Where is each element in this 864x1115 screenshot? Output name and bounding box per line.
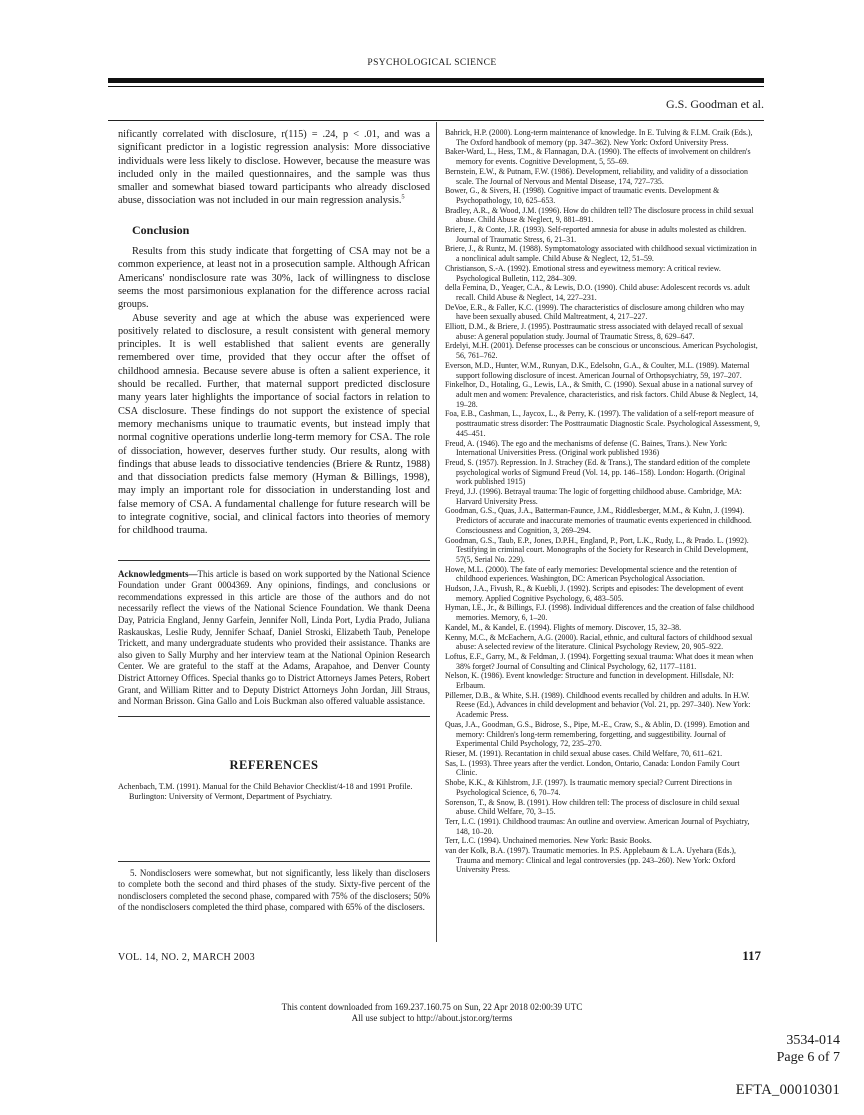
header-rule-thick <box>108 78 764 83</box>
intro-paragraph <box>118 128 430 208</box>
body-top-rule <box>108 120 764 121</box>
column-divider <box>436 122 437 942</box>
footnote-rule <box>118 861 430 862</box>
reference-entry: Terr, L.C. (1991). Childhood traumas: An outline and overview. American Journal of Psychiatry, 148, 10–20. <box>445 816 750 836</box>
reference-entry: Bahrick, H.P. (2000). Long-term maintenance of knowledge. In E. Tulving & F.I.M. Craik (Eds.), The Oxford handbook of memory (pp. 347–362). New York: Oxford University Press. <box>445 128 753 147</box>
reference-entry: Goodman, G.S., Taub, E.P., Jones, D.P.H., England, P., Port, L.K., Rudy, L., & Prado. L. (1992). Testifying in criminal court. Monographs of the Society for Research in Child Development, 57(5, Serial No. 229). <box>445 535 749 564</box>
reference-entry: Hudson, J.A., Fivush, R., & Kuebli, J. (1992). Scripts and episodes: The development of event memory. Applied Cognitive Psychology, 6, 483–505. <box>445 584 744 603</box>
reference-entry: Sorenson, T., & Snow, B. (1991). How children tell: The process of disclosure in child sexual abuse. Child Welfare, 70, 3–15. <box>445 797 740 817</box>
journal-header: PSYCHOLOGICAL SCIENCE <box>367 58 497 68</box>
reference-entry: Freyd, J.J. (1996). Betrayal trauma: The logic of forgetting childhood abuse. Cambridge, MA: Harvard University Press. <box>445 487 742 506</box>
reference-entry: van der Kolk, B.A. (1997). Traumatic memories. In P.S. Applebaum & L.A. Uyehara (Eds.), Trauma and memory: Clinical and legal controversies (pp. 243–260). New York: Oxford University Press. <box>445 846 737 875</box>
reference-entry: Bower, G., & Sivers, H. (1998). Cognitive impact of traumatic events. Development & Psychopathology, 10, 625–653. <box>445 186 720 205</box>
references-heading: REFERENCES <box>229 757 319 772</box>
running-author: G.S. Goodman et al. <box>666 97 764 111</box>
document-stamp <box>777 1032 840 1066</box>
reference-entry: della Femina, D., Yeager, C.A., & Lewis, D.O. (1990). Child abuse: Adolescent records vs. adult recall. Child Abuse & Neglect, 14, 227–231. <box>445 283 750 302</box>
reference-entry: Achenbach, T.M. (1991). Manual for the Child Behavior Checklist/4-18 and 1991 Profile. Burlington: University of Vermont, Department of Psychiatry. <box>118 782 413 802</box>
reference-entry: Hyman, I.E., Jr., & Billings, F.J. (1998). Individual differences and the creation of false childhood memories. Memory, 6, 1–20. <box>445 603 755 623</box>
acknowledgments-text: This article is based on work supported by the National Science Foundation under Grant 0004369. Any opinions, findings, and conclusions or recommendations expressed in this article are those of the authors and do not necessarily reflect the views of the National Science Foundation. We thank Deena Day, Patricia England, Jenny Garfein, Jennifer Noll, Linda Port, Lydia Prado, Juliana Raskauskas, Leslie Rudy, Jennifer Schaaf, Daniel Stroski, Elizabeth Taub, Penelope Trickett, and many undergraduate students who provided their assistance. Thanks are also given to Sally Murphy and her interview team at the National Opinion Research Center. We are grateful to the staff at the Adams, Arapahoe, and Denver County District Attorney Offices. Special thanks go to District Attorneys James Peters, Robert Grant, and William Ritter and to Deputy District Attorneys John Jordan, Jill Straus, and Norman Brisson. Gina Gallo and Lois Buckman also offered valuable assistance. <box>118 568 430 707</box>
jstor-download-line: This content downloaded from 169.237.160.75 on Sun, 22 Apr 2018 02:00:39 UTC <box>281 1002 583 1012</box>
issue-footer: VOL. 14, NO. 2, MARCH 2003 <box>118 952 255 963</box>
reference-entry: Terr, L.C. (1994). Unchained memories. New York: Basic Books. <box>445 836 652 846</box>
conclusion-heading: Conclusion <box>132 222 190 237</box>
reference-entry: Rieser, M. (1991). Recantation in child sexual abuse cases. Child Welfare, 70, 611–621. <box>445 749 723 758</box>
reference-entry: Briere, J., & Runtz, M. (1988). Symptomatology associated with childhood sexual victimization in a nonclinical adult sample. Child Abuse & Neglect, 12, 51–59. <box>445 244 757 264</box>
acknowledgments-heading: Acknowledgments— <box>118 568 198 579</box>
reference-entry: Howe, M.L. (2000). The fate of early memories: Developmental science and the retention of childhood experiences. Washington, DC: American Psychological Association. <box>445 564 737 584</box>
acknowledgments-box <box>118 560 430 717</box>
page-number: 117 <box>742 948 761 963</box>
intro-text: nificantly correlated with disclosure, r(115) = .24, p < .01, and was a significant predictor in a logistic regression analysis: More dissociative individuals were less likely to disclose. However, because the measure was included only in the mailed questionnaires, and the sample was thus smaller and somewhat biased toward participants who already disclosed abuse, dissociation was not included in our main regression analysis. <box>118 129 430 207</box>
footnote: 5. Nondisclosers were somewhat, but not significantly, less likely than disclosers to complete both the second and third phases of the study. Sixty-five percent of the nondisclosers completed the second phase, compared with 75% of the disclosers; 50% of the nondisclosers completed the third phase, compared with 65% of the disclosers. <box>118 868 430 913</box>
conclusion-paragraph-2: Abuse severity and age at which the abuse was experienced were positively related to disclosure, a result consistent with general memory principles. It is well established that salient events are generally remembered over time, provided that they occur after the offset of childhood amnesia. Because severe abuse is often a salient experience, it should be recalled. Further, that maternal support predicted disclosure many years later highlights the importance of social factors in relation to CSA disclosure. These findings do not support the existence of special memory mechanisms unique to traumatic events, but instead imply that normal cognitive operations underlie long-term memory for CSA. The role of dissociation, however, deserves further study. Our results, along with findings that abuse leads to dissociative tendencies (Briere & Runtz, 1988) and that dissociation predicts false memory (Hyman & Billings, 1998), may imply an important role for dissociation in understanding lost and false memory of CSA. A fundamental challenge for future research will be to integrate cognitive, social, and clinical factors into theories of memory for childhood trauma. <box>118 312 430 537</box>
footnote-marker: 5 <box>401 194 405 202</box>
header-rule-thin <box>108 86 764 87</box>
reference-entry: Bernstein, E.W., & Putnam, F.W. (1986). Development, reliability, and validity of a dissociation scale. The Journal of Nervous and Mental Disease, 174, 727–735. <box>445 166 748 186</box>
reference-entry: Briere, J., & Conte, J.R. (1993). Self-reported amnesia for abuse in adults molested as children. Journal of Traumatic Stress, 6, 21–31. <box>445 225 747 244</box>
left-column <box>118 128 430 811</box>
reference-entry: Nelson, K. (1986). Event knowledge: Structure and function in development. Hillsdale, NJ: Erlbaum. <box>445 671 734 691</box>
bates-number: EFTA_00010301 <box>735 1082 840 1098</box>
reference-entry: Goodman, G.S., Quas, J.A., Batterman-Faunce, J.M., Riddlesberger, M.M., & Kuhn, J. (1994). Predictors of accurate and inaccurate memories of traumatic events experienced in childhood. Consciousness and Cognition, 3, 269–294. <box>445 506 752 535</box>
reference-entry: Foa, E.B., Cashman, L., Jaycox, L., & Perry, K. (1997). The validation of a self-report measure of posttraumatic stress disorder: The Posttraumatic Diagnostic Scale. Psychological Assessment, 9, 445–451. <box>445 409 761 438</box>
reference-entry: Loftus, E.F., Garry, M., & Feldman, J. (1994). Forgetting sexual trauma: What does it mean when 38% forget? Journal of Consulting and Clinical Psychology, 62, 1177–1181. <box>445 651 754 671</box>
reference-entry: Baker-Ward, L., Hess, T.M., & Flannagan, D.A. (1990). The effects of involvement on children's memory for events. Cognitive Development, 5, 55–69. <box>445 147 751 167</box>
reference-entry: Everson, M.D., Hunter, W.M., Runyan, D.K., Edelsohn, G.A., & Coulter, M.L. (1989). Maternal support following disclosure of incest. American Journal of Orthopsychiatry, 59, 197–207. <box>445 360 750 380</box>
conclusion-paragraph-1: Results from this study indicate that forgetting of CSA may not be a common experience, at least not in a prosecution sample. Although African Americans' nondisclosure rate was 30%, lack of willingness to disclose seems the most parsimonious explanation for the difference across racial groups. <box>118 246 430 311</box>
reference-entry: Freud, A. (1946). The ego and the mechanisms of defense (C. Baines, Trans.). New York: International Universities Press. (Original work published 1936) <box>445 438 728 458</box>
document-number: 3534-014 <box>786 1033 840 1048</box>
reference-entry: Sas, L. (1993). Three years after the verdict. London, Ontario, Canada: London Family Court Clinic. <box>445 758 740 778</box>
reference-entry: Shobe, K.K., & Kihlstrom, J.F. (1997). Is traumatic memory special? Current Directions in Psychological Science, 6, 70–74. <box>445 778 732 797</box>
reference-entry: Erdelyi, M.H. (2001). Defense processes can be conscious or unconscious. American Psychologist, 56, 761–762. <box>445 341 758 361</box>
reference-entry: Kandel, M., & Kandel, E. (1994). Flights of memory. Discover, 15, 32–38. <box>445 622 682 632</box>
page-of-label: Page 6 of 7 <box>776 1050 840 1065</box>
reference-entry: Christianson, S.-A. (1992). Emotional stress and eyewitness memory: A critical review. Psychological Bulletin, 112, 284–309. <box>445 263 721 283</box>
jstor-terms-line: All use subject to http://about.jstor.org/terms <box>351 1013 513 1023</box>
reference-entry: Quas, J.A., Goodman, G.S., Bidrose, S., Pipe, M.-E., Craw, S., & Ablin, D. (1999). Emotion and memory: Children's long-term remembering, forgetting, and suggestibility. Journal of Experimental Child Psychology, 72, 235–270. <box>445 719 750 749</box>
reference-entry: DeVoe, E.R., & Faller, K.C. (1999). The characteristics of disclosure among children who may have been sexually abused. Child Maltreatment, 4, 217–227. <box>445 302 745 322</box>
reference-entry: Finkelhor, D., Hotaling, G., Lewis, I.A., & Smith, C. (1990). Sexual abuse in a national survey of adult men and women: Prevalence, characteristics, and risk factors. Child Abuse & Neglect, 14, 19–28. <box>445 380 758 409</box>
reference-entry: Pillemer, D.B., & White, S.H. (1989). Childhood events recalled by children and adults. In H.W. Reese (Ed.), Advances in child development and behavior (Vol. 21, pp. 297–340). New York: Academic Press. <box>445 690 751 720</box>
reference-list <box>445 128 761 875</box>
reference-entry: Kenny, M.C., & McEachern, A.G. (2000). Racial, ethnic, and cultural factors of childhood sexual abuse: A selected review of the literature. Clinical Psychology Review, 20, 905–922. <box>445 632 753 652</box>
reference-entry: Bradley, A.R., & Wood, J.M. (1996). How do children tell? The disclosure process in child sexual abuse. Child Abuse & Neglect, 9, 881–891. <box>445 205 754 225</box>
reference-entry: Elliott, D.M., & Briere, J. (1995). Posttraumatic stress associated with delayed recall of sexual abuse: A general population study. Journal of Traumatic Stress, 8, 629–647. <box>445 322 744 341</box>
jstor-notice <box>0 1002 864 1024</box>
reference-entry: Freud, S. (1957). Repression. In J. Strachey (Ed. & Trans.), The standard edition of the complete psychological works of Sigmund Freud (Vol. 14, pp. 146–158). London: Hogarth. (Original work published 1915) <box>445 457 751 487</box>
